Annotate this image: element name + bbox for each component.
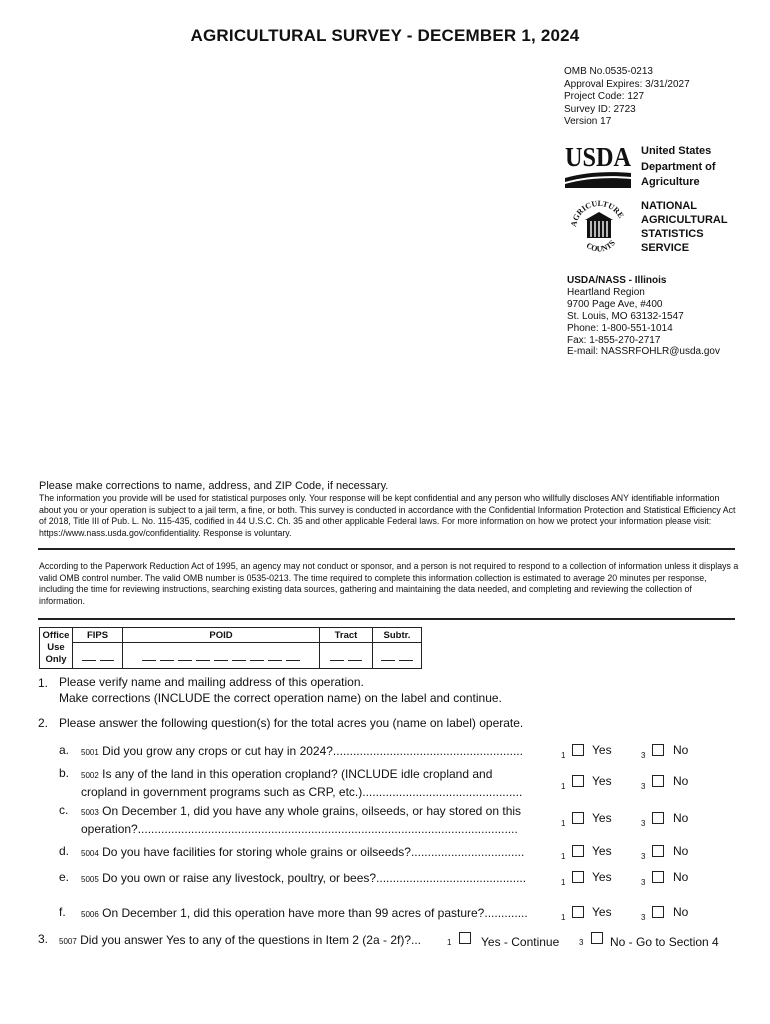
- project-code: Project Code: 127: [564, 91, 645, 103]
- divider: [38, 618, 735, 620]
- q2b-no-checkbox[interactable]: [652, 775, 664, 787]
- subquestion-text: 5003 On December 1, did you have any whole grains, oilseeds, or hay stored on this operation?..................................................................................................................: [81, 804, 522, 836]
- q3-yes-label: Yes - Continue: [481, 935, 560, 949]
- subquestion-letter: f.: [59, 905, 66, 919]
- seal-top-text: AGRICULTURE: [569, 198, 626, 228]
- yes-code: 1: [561, 852, 566, 861]
- q1-text: Please verify name and mailing address of this operation. Make corrections (INCLUDE the correct operation name) on the label and continue.: [59, 675, 502, 705]
- item-code: 5001: [81, 748, 99, 757]
- corrections-heading: Please make corrections to name, address, and ZIP Code, if necessary.: [39, 480, 389, 492]
- survey-title: AGRICULTURAL SURVEY - DECEMBER 1, 2024: [190, 26, 580, 45]
- q2-text: Please answer the following question(s) for the total acres you (name on label) operate.: [59, 716, 524, 730]
- subquestion-letter: d.: [59, 844, 70, 858]
- usda-logo-text: USDA: [565, 142, 632, 172]
- email-address: E-mail: NASSRFOHLR@usda.gov: [567, 346, 720, 358]
- no-code: 3: [641, 878, 646, 887]
- q3-yes-code: 1: [447, 938, 452, 947]
- item-code: 5004: [81, 849, 99, 858]
- nass-name: NATIONAL AGRICULTURAL STATISTICS SERVICE: [641, 200, 728, 254]
- q2e-yes-checkbox[interactable]: [572, 871, 584, 883]
- yes-label: Yes: [592, 844, 612, 858]
- q2a-yes-checkbox[interactable]: [572, 744, 584, 756]
- subquestion-letter: c.: [59, 803, 69, 817]
- version: Version 17: [564, 116, 612, 128]
- item-code: 5002: [81, 771, 99, 780]
- office-use-label: Office Use Only: [40, 628, 73, 669]
- seal-bottom-text: COUNTS: [584, 238, 617, 254]
- q2b-yes-checkbox[interactable]: [572, 775, 584, 787]
- q2e-no-checkbox[interactable]: [652, 871, 664, 883]
- q2c-yes-checkbox[interactable]: [572, 812, 584, 824]
- yes-code: 1: [561, 782, 566, 791]
- no-code: 3: [641, 782, 646, 791]
- q2d-no-checkbox[interactable]: [652, 845, 664, 857]
- no-label: No: [673, 905, 689, 919]
- item-code: 5003: [81, 808, 99, 817]
- subquestion-text: 5004 Do you have facilities for storing whole grains or oilseeds?..................................: [81, 845, 525, 859]
- q2-number: 2.: [38, 716, 49, 730]
- no-label: No: [673, 774, 689, 788]
- yes-label: Yes: [592, 870, 612, 884]
- yes-label: Yes: [592, 774, 612, 788]
- q3-number: 3.: [38, 932, 49, 946]
- no-label: No: [673, 870, 689, 884]
- q2a-no-checkbox[interactable]: [652, 744, 664, 756]
- yes-code: 1: [561, 819, 566, 828]
- q3-no-label: No - Go to Section 4: [610, 935, 719, 949]
- q3-yes-checkbox[interactable]: [459, 932, 471, 944]
- subquestion-text: 5005 Do you own or raise any livestock, poultry, or bees?.............................................: [81, 871, 527, 885]
- no-code: 3: [641, 751, 646, 760]
- subquestion-text: 5001 Did you grow any crops or cut hay in 2024?.........................................................: [81, 744, 523, 758]
- subquestion-letter: e.: [59, 870, 70, 884]
- item-code: 5006: [81, 910, 99, 919]
- yes-label: Yes: [592, 905, 612, 919]
- yes-label: Yes: [592, 811, 612, 825]
- agriculture-counts-seal: [568, 196, 630, 254]
- subtr-field[interactable]: [373, 643, 422, 669]
- survey-meta: [564, 66, 690, 129]
- q2c-no-checkbox[interactable]: [652, 812, 664, 824]
- paperwork-reduction-notice: According to the Paperwork Reduction Act of 1995, an agency may not conduct or sponsor, and a person is not required to respond to a collection of information unless it displays a valid OMB control number. The valid OMB number is 0535-0213. The time required to complete this information collection is estimated to average 20 minutes per response, including the time for reviewing instructions, searching existing data sources, gathering and maintaining the data needed, and completing and reviewing the collection of information.: [39, 561, 739, 606]
- survey-id: Survey ID: 2723: [564, 103, 636, 115]
- subtr-header: Subtr.: [373, 628, 422, 643]
- q2f-yes-checkbox[interactable]: [572, 906, 584, 918]
- subquestion-text: 5002 Is any of the land in this operation cropland? (INCLUDE idle cropland and cropland in government programs such as CRP, etc.)................................................: [81, 767, 523, 799]
- q2f-no-checkbox[interactable]: [652, 906, 664, 918]
- no-code: 3: [641, 852, 646, 861]
- tract-field[interactable]: [320, 643, 373, 669]
- no-label: No: [673, 811, 689, 825]
- no-label: No: [673, 743, 689, 757]
- subquestion-letter: b.: [59, 766, 70, 780]
- poid-header: POID: [123, 628, 320, 643]
- subquestion-letter: a.: [59, 743, 70, 757]
- address-heading: USDA/NASS - Illinois: [567, 275, 667, 286]
- no-code: 3: [641, 913, 646, 922]
- tract-header: Tract: [320, 628, 373, 643]
- approval-expires: Approval Expires: 3/31/2027: [564, 78, 690, 90]
- fips-field[interactable]: [73, 643, 123, 669]
- subquestion-text: 5006 On December 1, did this operation have more than 99 acres of pasture?.............: [81, 906, 528, 920]
- divider: [38, 548, 735, 550]
- fips-header: FIPS: [73, 628, 123, 643]
- omb-number: OMB No.0535-0213: [564, 66, 653, 77]
- yes-code: 1: [561, 913, 566, 922]
- confidentiality-notice: The information you provide will be used for statistical purposes only. Your response will be kept confidential and any person who willfully discloses ANY identifiable information about you or your operation is subject to a jail term, a fine, or both. This survey is conducted in accordance with the Confidential Information Protection and Statistical Efficiency Act of 2018, Title III of Pub. L. No. 115-435, codified in 44 U.S.C. Ch. 35 and other applicable Federal laws. For more information on how we protect your information please visit: https://www.nass.usda.gov/confidentiality. Response is voluntary.: [39, 493, 736, 538]
- svg-text:COUNTS: [585, 238, 618, 254]
- q3-text: 5007 Did you answer Yes to any of the questions in Item 2 (2a - 2f)?...: [59, 933, 421, 947]
- usda-name: United States Department of Agriculture: [641, 145, 716, 188]
- item-code: 5005: [81, 875, 99, 884]
- office-use-only-table: [39, 627, 422, 669]
- yes-label: Yes: [592, 743, 612, 757]
- q2d-yes-checkbox[interactable]: [572, 845, 584, 857]
- q3-item-code: 5007: [59, 937, 77, 946]
- office-address: USDA/NASS - Illinois Heartland Region 9700 Page Ave, #400 St. Louis, MO 63132-1547 Phone: 1-800-551-1014 Fax: 1-855-270-2717 E-mail: NASSRFOHLR@usda.gov: [567, 275, 720, 358]
- no-label: No: [673, 844, 689, 858]
- yes-code: 1: [561, 751, 566, 760]
- q1-number: 1.: [38, 676, 49, 690]
- usda-logo: [565, 142, 633, 188]
- q3-no-code: 3: [579, 938, 584, 947]
- yes-code: 1: [561, 878, 566, 887]
- poid-field[interactable]: [123, 643, 320, 669]
- q3-no-checkbox[interactable]: [591, 932, 603, 944]
- no-code: 3: [641, 819, 646, 828]
